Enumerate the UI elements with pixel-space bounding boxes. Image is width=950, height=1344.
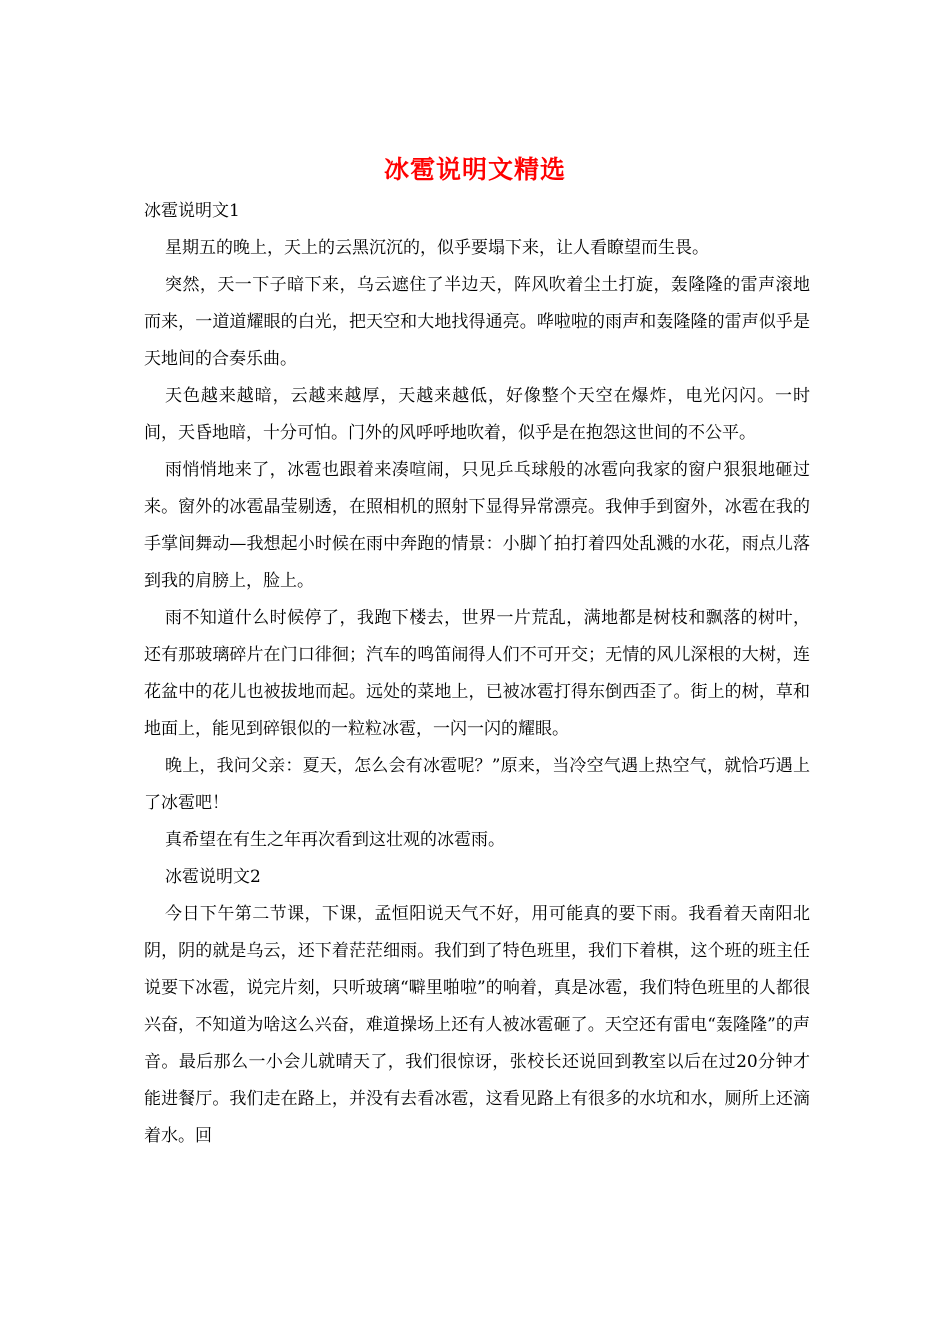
section-heading: 冰雹说明文2 — [165, 867, 261, 887]
paragraph: 真希望在有生之年再次看到这壮观的冰雹雨。 — [165, 830, 505, 850]
section-heading: 冰雹说明文1 — [144, 201, 240, 221]
document-title: 冰雹说明文精选 — [383, 155, 566, 184]
paragraph: 星期五的晚上，天上的云黑沉沉的，似乎要塌下来，让人看瞭望而生畏。 — [165, 238, 709, 258]
paragraph: 天色越来越暗，云越来越厚，天越来越低，好像整个天空在爆炸，电光闪闪。一时间，天昏地暗，十分可怕。门外的风呼呼地吹着，似乎是在抱怨这世间的不公平。 — [144, 386, 810, 443]
document-body — [144, 193, 810, 1155]
paragraph: 今日下午第二节课，下课，孟恒阳说天气不好，用可能真的要下雨。我看着天南阳北阴，阴的就是乌云，还下着茫茫细雨。我们到了特色班里，我们下着棋，这个班的班主任说要下冰雹，说完片刻，只听玻璃“噼里啪啦”的响着，真是冰雹，我们特色班里的人都很兴奋，不知道为啥这么兴奋，难道操场上还有人被冰雹砸了。天空还有雷电“轰隆隆”的声音。最后那么一小会儿就晴天了，我们很惊讶，张校长还说回到教室以后在过20分钟才能进餐厅。我们走在路上，并没有去看冰雹，这看见路上有很多的水坑和水，厕所上还滴着水。回 — [144, 904, 810, 1146]
paragraph: 突然，天一下子暗下来，乌云遮住了半边天，阵风吹着尘土打旋，轰隆隆的雷声滚地而来，一道道耀眼的白光，把天空和大地找得通亮。哗啦啦的雨声和轰隆隆的雷声似乎是天地间的合奏乐曲。 — [144, 275, 810, 369]
paragraph: 雨悄悄地来了，冰雹也跟着来凑喧闹，只见乒乓球般的冰雹向我家的窗户狠狠地砸过来。窗外的冰雹晶莹剔透，在照相机的照射下显得异常漂亮。我伸手到窗外，冰雹在我的手掌间舞动—我想起小时候在雨中奔跑的情景：小脚丫拍打着四处乱溅的水花，雨点儿落到我的肩膀上，脸上。 — [144, 460, 810, 591]
paragraph: 雨不知道什么时候停了，我跑下楼去，世界一片荒乱，满地都是树枝和飘落的树叶，还有那玻璃碎片在门口徘徊；汽车的鸣笛闹得人们不可开交；无情的风儿深根的大树，连花盆中的花儿也被拔地而起。远处的菜地上，已被冰雹打得东倒西歪了。街上的树，草和地面上，能见到碎银似的一粒粒冰雹，一闪一闪的耀眼。 — [144, 608, 810, 739]
paragraph: 晚上，我问父亲：夏天，怎么会有冰雹呢？”原来，当冷空气遇上热空气，就恰巧遇上了冰雹吧！ — [144, 756, 810, 813]
